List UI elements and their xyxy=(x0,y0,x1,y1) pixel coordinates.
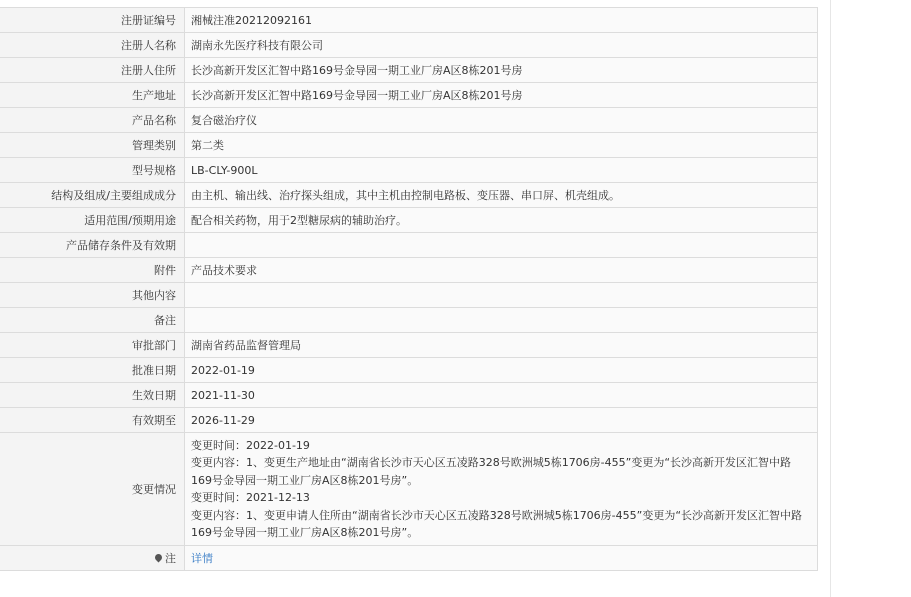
row-value: LB-CLY-900L xyxy=(185,158,818,183)
table-row xyxy=(0,233,818,258)
row-value: 2021-11-30 xyxy=(185,383,818,408)
table-row xyxy=(0,183,818,208)
row-value: 长沙高新开发区汇智中路169号金导园一期工业厂房A区8栋201号房 xyxy=(185,58,818,83)
row-value: 湖南省药品监督管理局 xyxy=(185,333,818,358)
row-label: 型号规格 xyxy=(0,158,185,183)
row-label: 生产地址 xyxy=(0,83,185,108)
change-content: 变更内容：1、变更申请人住所由“湖南省长沙市天心区五凌路328号欧洲城5栋1706房-455”变更为“长沙高新开发区汇智中路169号金导园一期工业厂房A区8栋201号房”。 xyxy=(191,508,803,539)
row-value xyxy=(185,283,818,308)
table-row xyxy=(0,208,818,233)
note-label: 注 xyxy=(165,552,176,565)
row-value: 湘械注准20212092161 xyxy=(185,8,818,33)
row-value: 2026-11-29 xyxy=(185,408,818,433)
row-label: 结构及组成/主要组成成分 xyxy=(0,183,185,208)
row-value: 湖南永先医疗科技有限公司 xyxy=(185,33,818,58)
table-row xyxy=(0,383,818,408)
row-label: 注册人名称 xyxy=(0,33,185,58)
row-label: 审批部门 xyxy=(0,333,185,358)
row-label: 注册证编号 xyxy=(0,8,185,33)
table-row xyxy=(0,408,818,433)
note-label-cell xyxy=(0,546,185,571)
change-time: 变更时间：2021-12-13 xyxy=(191,491,310,504)
row-label: 注册人住所 xyxy=(0,58,185,83)
row-label: 有效期至 xyxy=(0,408,185,433)
row-value: 配合相关药物，用于2型糖尿病的辅助治疗。 xyxy=(185,208,818,233)
row-label: 适用范围/预期用途 xyxy=(0,208,185,233)
row-label: 产品名称 xyxy=(0,108,185,133)
registration-info-table xyxy=(0,7,818,571)
row-value: 产品技术要求 xyxy=(185,258,818,283)
table-row xyxy=(0,108,818,133)
row-value: 长沙高新开发区汇智中路169号金导园一期工业厂房A区8栋201号房 xyxy=(185,83,818,108)
row-label: 管理类别 xyxy=(0,133,185,158)
details-link[interactable]: 详情 xyxy=(191,552,213,565)
table-row xyxy=(0,58,818,83)
change-time: 变更时间：2022-01-19 xyxy=(191,438,310,452)
row-label: 生效日期 xyxy=(0,383,185,408)
row-label: 产品储存条件及有效期 xyxy=(0,233,185,258)
table-row xyxy=(0,333,818,358)
note-row xyxy=(0,546,818,571)
note-value xyxy=(185,546,818,571)
change-history-value xyxy=(185,433,818,546)
location-pin-icon xyxy=(154,553,164,563)
row-label: 附件 xyxy=(0,258,185,283)
table-row xyxy=(0,133,818,158)
row-value xyxy=(185,233,818,258)
table-row xyxy=(0,283,818,308)
row-value: 复合磁治疗仪 xyxy=(185,108,818,133)
row-value: 2022-01-19 xyxy=(185,358,818,383)
row-value: 由主机、输出线、治疗探头组成，其中主机由控制电路板、变压器、串口屏、机壳组成。 xyxy=(185,183,818,208)
change-history-label: 变更情况 xyxy=(0,433,185,546)
table-row xyxy=(0,83,818,108)
row-label: 备注 xyxy=(0,308,185,333)
change-content: 变更内容：1、变更生产地址由“湖南省长沙市天心区五凌路328号欧洲城5栋1706房-455”变更为“长沙高新开发区汇智中路169号金导园一期工业厂房A区8栋201号房”。 xyxy=(191,456,792,487)
registration-info-body xyxy=(0,8,818,571)
table-row xyxy=(0,158,818,183)
row-value xyxy=(185,308,818,333)
row-value: 第二类 xyxy=(185,133,818,158)
table-row xyxy=(0,33,818,58)
change-history-row xyxy=(0,433,818,546)
table-row xyxy=(0,8,818,33)
row-label: 其他内容 xyxy=(0,283,185,308)
table-row xyxy=(0,258,818,283)
table-row xyxy=(0,358,818,383)
table-row xyxy=(0,308,818,333)
row-label: 批准日期 xyxy=(0,358,185,383)
